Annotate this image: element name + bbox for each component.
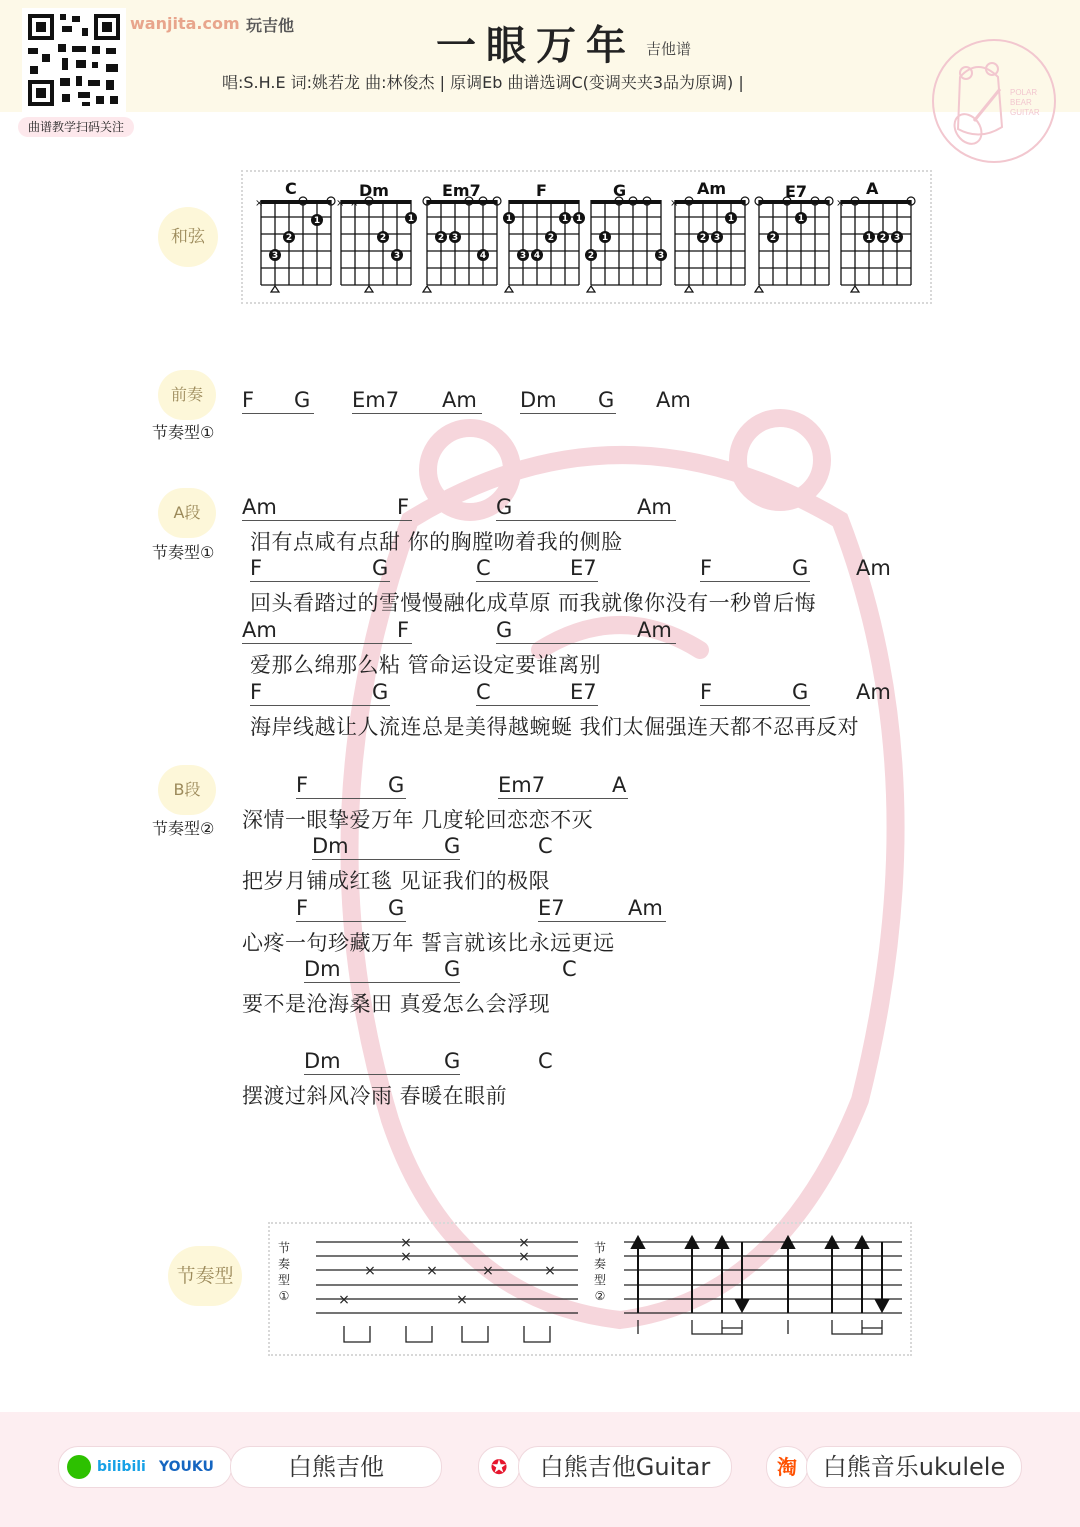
svg-text:×: × <box>670 198 679 209</box>
chord: Am <box>856 556 891 580</box>
pattern-2-tab <box>624 1234 904 1350</box>
chord-diagrams <box>241 170 931 300</box>
a-line-4-chords <box>242 680 902 706</box>
chord: G <box>388 896 405 920</box>
chord: Am <box>856 680 891 704</box>
svg-text:×: × <box>364 1263 376 1279</box>
svg-text:×: × <box>426 1263 438 1279</box>
chord: G <box>372 680 389 704</box>
b-line-1-lyric: 深情一眼挚爱万年 几度轮回恋恋不灭 <box>242 808 594 832</box>
channel-taobao[interactable]: 白熊音乐ukulele <box>806 1446 1022 1488</box>
intro-chords <box>242 388 702 414</box>
svg-text:3: 3 <box>451 233 459 243</box>
intro-label: 前奏 <box>158 370 216 420</box>
section-b-label: B段 <box>158 765 216 815</box>
b-line-2-chords <box>242 834 702 860</box>
song-credits: 唱:S.H.E 词:姚若龙 曲:林俊杰 | 原调Eb 曲谱选调C(变调夹夹3品为原调) | <box>222 73 744 92</box>
platform-badge[interactable] <box>58 1446 232 1488</box>
chord: Am <box>628 896 663 920</box>
page-subtitle: 吉他谱 <box>646 40 692 58</box>
a-line-1-chords <box>242 495 702 521</box>
svg-text:2: 2 <box>437 233 445 243</box>
chord: Em7 <box>498 773 546 797</box>
svg-text:3: 3 <box>271 251 279 261</box>
chord: C <box>538 1049 553 1073</box>
chord: C <box>538 834 553 858</box>
chord-diagram <box>675 200 745 285</box>
svg-text:×: × <box>400 1249 412 1265</box>
svg-text:1: 1 <box>727 214 735 224</box>
chord-name-c: C <box>285 179 297 198</box>
b-line-5-chords <box>242 1049 702 1075</box>
chord-name-em7: Em7 <box>442 181 481 200</box>
qr-code[interactable] <box>22 8 126 112</box>
a-line-2-lyric: 回头看踏过的雪慢慢融化成草原 而我就像你没有一秒曾后悔 <box>250 591 817 615</box>
chord: G <box>496 618 513 642</box>
chord: A <box>612 773 627 797</box>
svg-text:2: 2 <box>769 233 777 243</box>
chord: F <box>700 680 713 704</box>
chord: G <box>598 388 615 412</box>
chord: Am <box>242 618 277 642</box>
chord-name-g: G <box>613 181 627 200</box>
chord: Dm <box>304 1049 341 1073</box>
chord: C <box>562 957 577 981</box>
chord-grid-svg <box>241 170 931 300</box>
svg-text:3: 3 <box>893 233 901 243</box>
svg-text:×: × <box>350 198 359 209</box>
svg-text:1: 1 <box>575 214 583 224</box>
chord-name-f: F <box>536 181 547 200</box>
svg-text:3: 3 <box>393 251 401 261</box>
chord: E7 <box>570 556 597 580</box>
svg-text:2: 2 <box>879 233 887 243</box>
taobao-icon[interactable]: 淘 <box>766 1446 808 1488</box>
pattern-2-label: 节 奏 型 ② <box>593 1241 606 1303</box>
chord: E7 <box>538 896 565 920</box>
svg-text:×: × <box>336 198 345 209</box>
site-name: 玩吉他 <box>246 16 295 35</box>
rhythm-label: 节奏型 <box>168 1246 242 1306</box>
chord: F <box>296 896 309 920</box>
chord: C <box>476 680 491 704</box>
svg-text:1: 1 <box>313 216 321 226</box>
a-line-4-lyric: 海岸线越让人流连总是美得越蜿蜒 我们太倔强连天都不忍再反对 <box>250 715 860 739</box>
chord: F <box>397 618 410 642</box>
pattern-1-tab <box>316 1234 580 1350</box>
svg-text:2: 2 <box>699 233 707 243</box>
chord: Em7 <box>352 388 400 412</box>
chord: Dm <box>304 957 341 981</box>
section-a-pattern: 节奏型① <box>152 543 215 562</box>
chord: G <box>444 957 461 981</box>
svg-text:1: 1 <box>561 214 569 224</box>
svg-text:×: × <box>836 198 845 209</box>
svg-text:1: 1 <box>797 214 805 224</box>
chord: Am <box>637 618 672 642</box>
b-line-1-chords <box>242 773 702 799</box>
chord: G <box>372 556 389 580</box>
youku-logo: YOUKU <box>159 1459 214 1475</box>
chord-name-e7: E7 <box>785 182 808 201</box>
chord: Am <box>637 495 672 519</box>
svg-text:4: 4 <box>479 251 487 261</box>
qr-caption: 曲谱教学扫码关注 <box>18 117 134 137</box>
b-line-2-lyric: 把岁月铺成红毯 见证我们的极限 <box>242 869 551 893</box>
svg-text:1: 1 <box>407 214 415 224</box>
a-line-2-chords <box>242 556 902 582</box>
section-a-label: A段 <box>158 488 216 538</box>
svg-text:3: 3 <box>519 251 527 261</box>
svg-text:×: × <box>338 1292 350 1308</box>
svg-text:1: 1 <box>505 214 513 224</box>
a-line-3-lyric: 爱那么绵那么粘 管命运设定要谁离别 <box>250 653 602 677</box>
logo-text-polar: POLAR <box>1010 88 1038 97</box>
a-line-1-lyric: 泪有点咸有点甜 你的胸膛吻着我的侧脸 <box>250 530 623 554</box>
svg-text:×: × <box>456 1292 468 1308</box>
pattern-1-label: 节 奏 型 ① <box>277 1241 290 1303</box>
chord-diagram <box>841 200 911 285</box>
chord-diagram <box>509 200 579 285</box>
section-b-pattern: 节奏型② <box>152 819 215 838</box>
chord: G <box>388 773 405 797</box>
svg-text:×: × <box>482 1263 494 1279</box>
chords-section-label: 和弦 <box>158 207 218 267</box>
svg-text:×: × <box>518 1235 530 1251</box>
svg-text:×: × <box>400 1235 412 1251</box>
weibo-icon[interactable]: ✪ <box>478 1446 520 1488</box>
chord: F <box>250 680 263 704</box>
svg-text:×: × <box>255 198 264 209</box>
chord: F <box>242 388 255 412</box>
chord: G <box>792 680 809 704</box>
a-line-3-chords <box>242 618 702 644</box>
chord: E7 <box>570 680 597 704</box>
svg-text:4: 4 <box>533 251 541 261</box>
chord: G <box>444 1049 461 1073</box>
svg-text:2: 2 <box>587 251 595 261</box>
chord: G <box>792 556 809 580</box>
logo-text-guitar: GUITAR <box>1010 108 1040 117</box>
chord-diagram <box>261 200 331 285</box>
b-line-4-chords <box>242 957 702 983</box>
chord: Am <box>242 495 277 519</box>
bilibili-logo: bilibili <box>97 1459 146 1475</box>
chord-name-dm: Dm <box>359 181 389 200</box>
wechat-icon <box>67 1455 91 1479</box>
chord: F <box>397 495 410 519</box>
chord: F <box>700 556 713 580</box>
svg-text:1: 1 <box>865 233 873 243</box>
svg-text:3: 3 <box>713 233 721 243</box>
intro-pattern: 节奏型① <box>152 423 215 442</box>
svg-text:2: 2 <box>285 233 293 243</box>
channel-baixiong-jita[interactable]: 白熊吉他 <box>230 1446 442 1488</box>
logo-text-bear: BEAR <box>1010 98 1032 107</box>
chord-name-am: Am <box>697 179 727 198</box>
chord: G <box>496 495 513 519</box>
svg-text:1: 1 <box>601 233 609 243</box>
chord-diagram <box>341 200 411 285</box>
b-line-5-lyric: 摆渡过斜风冷雨 春暖在眼前 <box>242 1084 508 1108</box>
page-title: 一眼万年 <box>436 23 636 69</box>
chord: Am <box>656 388 691 412</box>
chord: C <box>476 556 491 580</box>
site-url[interactable]: wanjita.com <box>130 14 240 33</box>
svg-text:×: × <box>544 1263 556 1279</box>
chord-name-a: A <box>866 179 879 198</box>
svg-text:2: 2 <box>379 233 387 243</box>
b-line-4-lyric: 要不是沧海桑田 真爱怎么会浮现 <box>242 992 551 1016</box>
chord: F <box>250 556 263 580</box>
chord: G <box>294 388 311 412</box>
svg-text:2: 2 <box>547 233 555 243</box>
svg-text:3: 3 <box>657 251 665 261</box>
svg-text:×: × <box>518 1249 530 1265</box>
b-line-3-lyric: 心疼一句珍藏万年 誓言就该比永远更远 <box>242 931 615 955</box>
chord: F <box>296 773 309 797</box>
chord: Am <box>442 388 477 412</box>
chord: Dm <box>520 388 557 412</box>
polar-bear-logo <box>930 37 1058 165</box>
chord: G <box>444 834 461 858</box>
chord: Dm <box>312 834 349 858</box>
b-line-3-chords <box>242 896 702 922</box>
channel-weibo[interactable]: 白熊吉他Guitar <box>518 1446 732 1488</box>
